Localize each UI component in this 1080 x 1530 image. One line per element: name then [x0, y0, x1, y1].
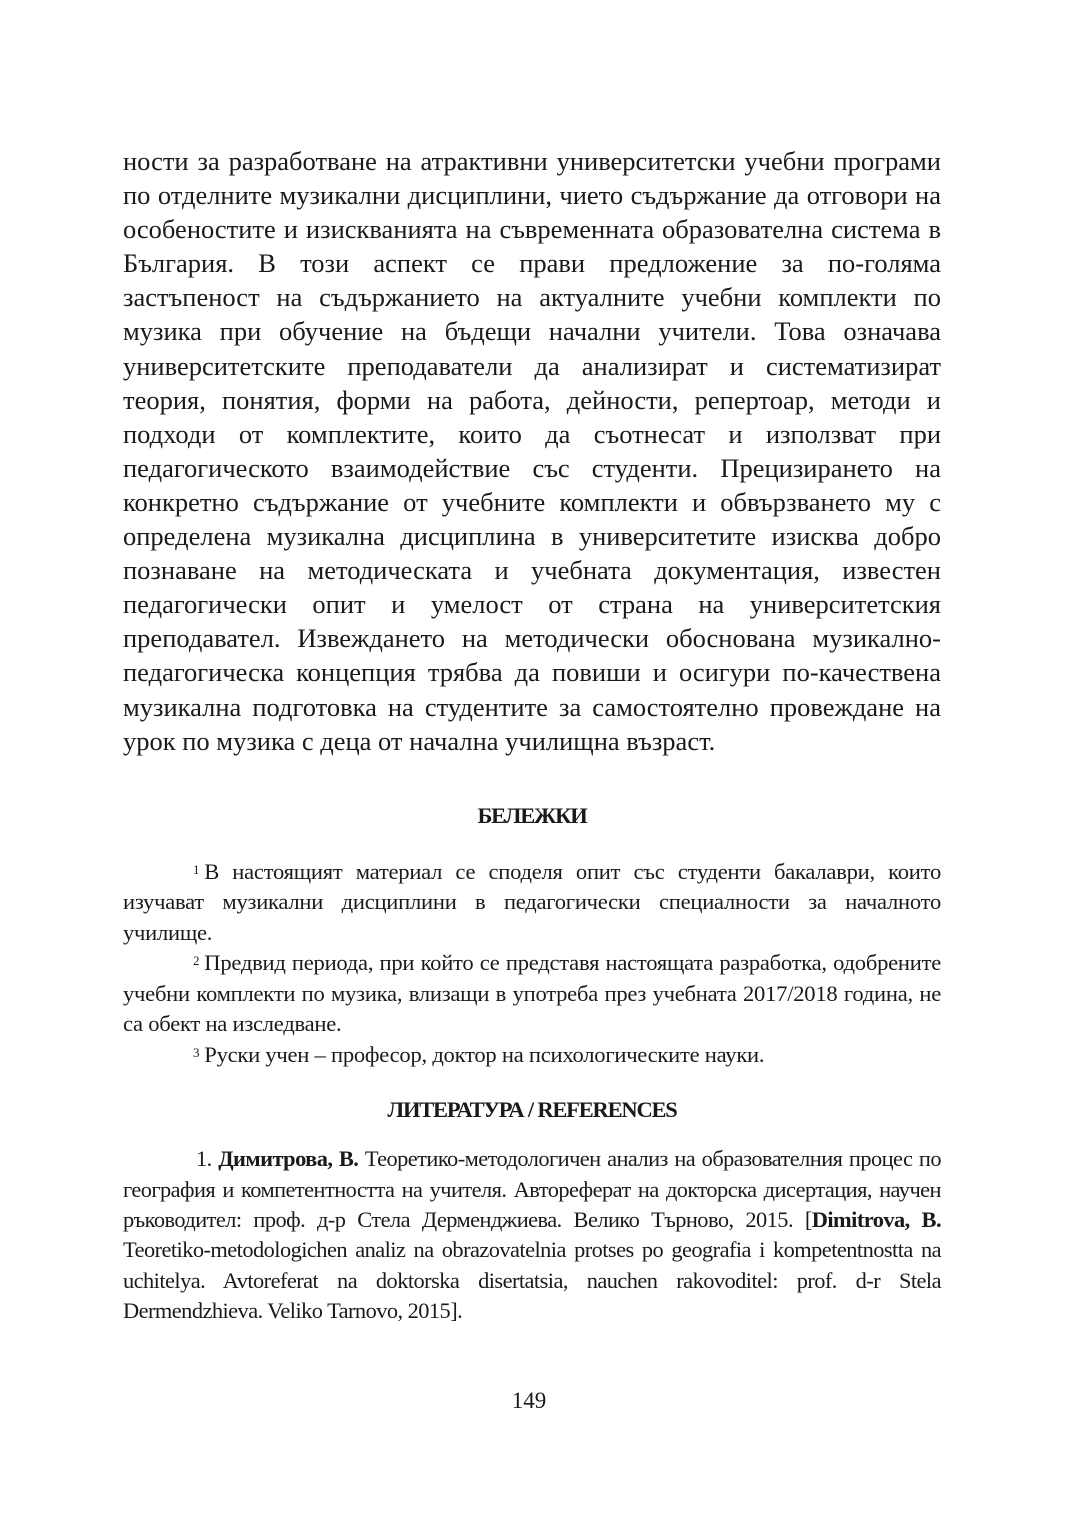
notes-list [123, 857, 941, 1071]
reference-text: Теоретико-методологичен анализ на образователния процес по география и компетентността на учителя. Автореферат на докторска дисертация, научен ръководител: проф. д-р Стела Дерменджиева. Велико Търново, 2015. [ [123, 1146, 941, 1232]
reference-number: 1. [196, 1146, 212, 1172]
page-number: 149 [511, 1388, 547, 1413]
reference-author-latin: Dimitrova, B. [811, 1207, 941, 1232]
page-content [123, 144, 941, 1327]
notes-heading: БЕЛЕЖКИ [477, 802, 587, 828]
note-marker: 2 [193, 953, 200, 969]
note-text: В настоящият материал се споделя опит със студенти бакалаври, които изучават музикални дисциплини в педагогически специалности за началното училище. [123, 858, 941, 945]
note-item [123, 857, 941, 949]
reference-text-latin: Teoretiko-metodologichen analiz na obrazovatelnia protses po geografia i kompetentnostta na uchitelya. Avtoreferat na doktorska disertatsia, nauchen rakovoditel: prof. d-r Stela Dermendzhieva. Veliko Tarnovo, 2015]. [123, 1237, 941, 1324]
references-heading: ЛИТЕРАТУРА / REFERENCES [387, 1097, 677, 1123]
note-item [123, 948, 941, 1040]
note-marker: 3 [193, 1044, 200, 1060]
note-text: Руски учен – професор, доктор на психологическите науки. [204, 1041, 765, 1067]
note-marker: 1 [193, 861, 200, 877]
note-text: Предвид периода, при който се представя настоящата разработка, одобрените учебни комплекти по музика, влизащи в употреба през учебната 2017/2018 година, не са обект на изследване. [123, 950, 941, 1037]
note-item [123, 1040, 941, 1071]
body-paragraph: ности за разработване на атрактивни университетски учебни програми по отделните музикални дисциплини, чието съдържание да отговори на особеностите и изискванията на съвременната образователна система в България. В този аспект се прави предложение за по-голяма застъпеност на съдържанието на актуалните учебни комплекти по музика при обучение на бъдещи начални учители. Това означава университетските преподаватели да анализират и систематизират теория, понятия, форми на работа, дейности, репертоар, методи и подходи от комплектите, които да съотнесат и използват при педагогическото взаимодействие със студенти. Прецизирането на конкретно съдържание от учебните комплекти и обвързването му с определена музикална дисциплина в университетите изисква добро познаване на методическата и учебната документация, известен педагогически опит и умелост от страна на университетския преподавател. Извеждането на методически обоснована музикално-педагогическа концепция трябва да повиши и осигури по-качествена музикална подготовка на студентите за самостоятелно провеждане на урок по музика с деца от начална училищна възраст. [123, 146, 941, 756]
reference-author: Димитрова, В. [218, 1146, 359, 1172]
references-list [123, 1144, 941, 1326]
reference-item [123, 1144, 941, 1326]
